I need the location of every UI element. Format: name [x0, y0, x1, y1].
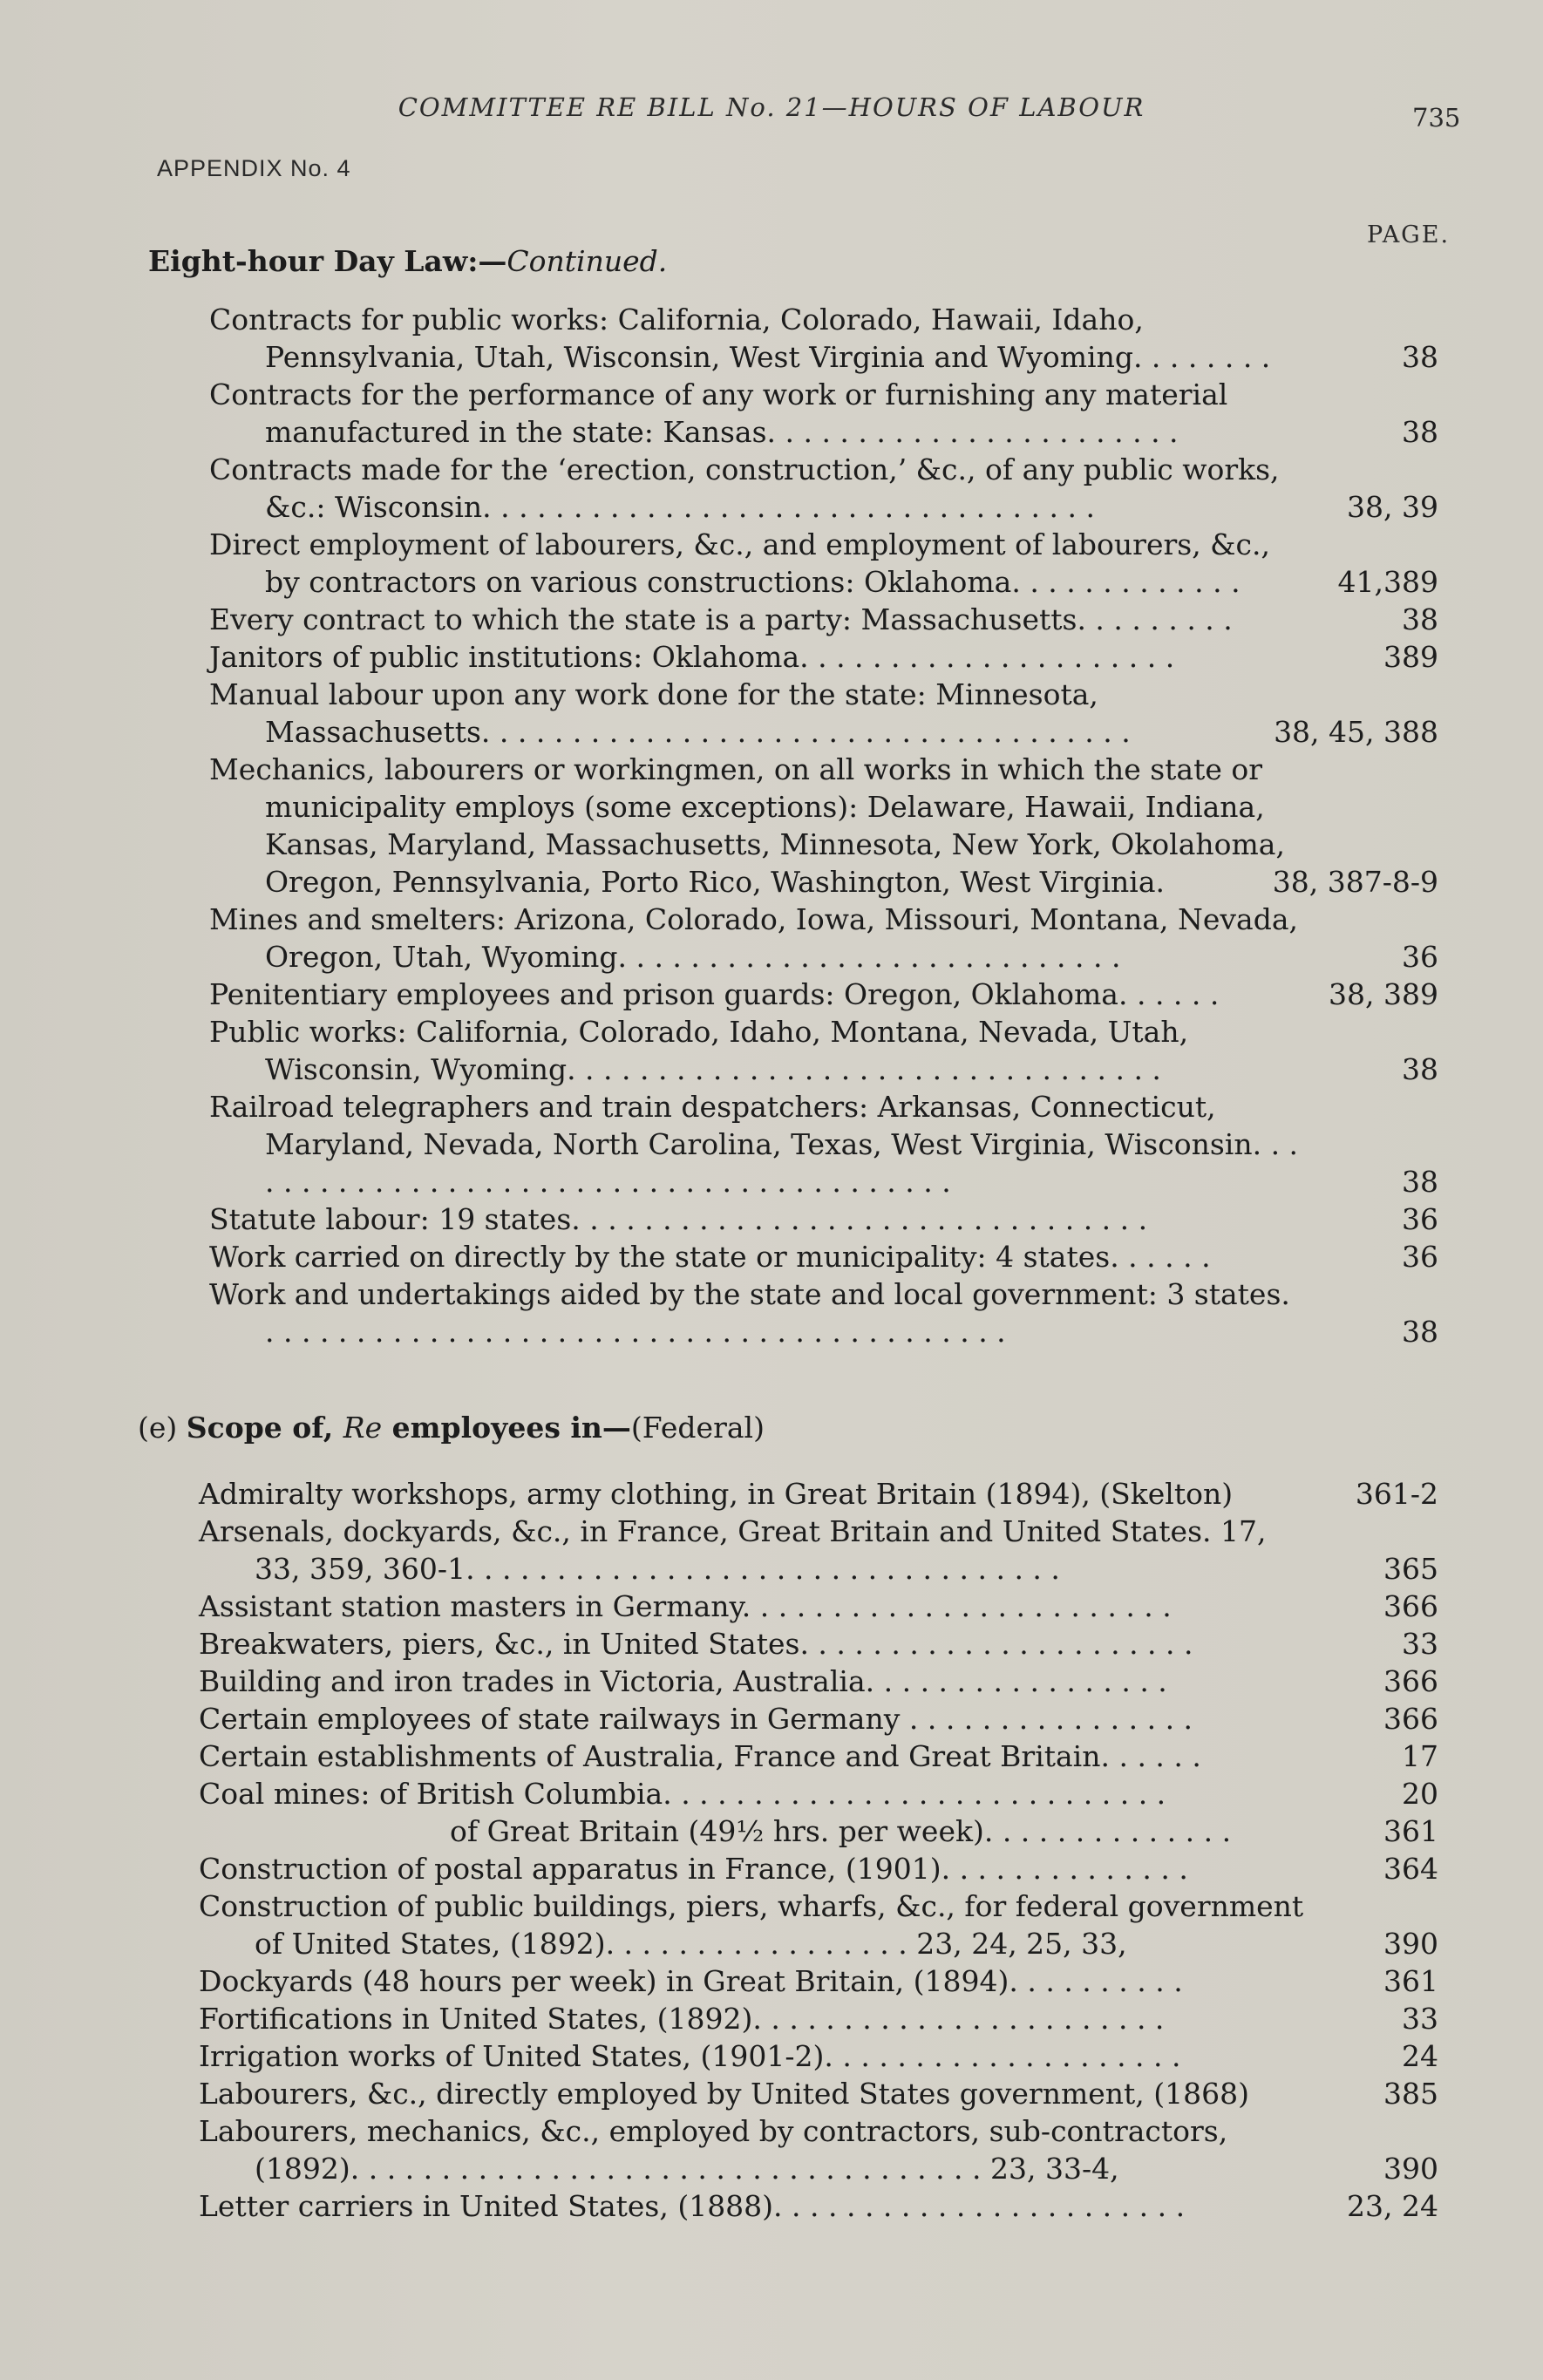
entry-text: Work and undertakings aided by the state and local government: 3 states. . . . . . . . . . . . . . . . . . . . . . . . . . . . . . . . . . . . . . . . . .	[209, 1277, 1290, 1349]
entry-page-ref: 38	[1402, 602, 1438, 636]
index-entry	[209, 451, 1438, 526]
entry-text: Arsenals, dockyards, &c., in France, Great Britain and United States. 17, 33, 359, 360-1. . . . . . . . . . . . . . . . . . . . . . . . . . . . . . . . .	[199, 1514, 1267, 1586]
index-entry	[209, 526, 1438, 601]
entry-page-ref: 361	[1383, 1814, 1438, 1848]
index-entry	[199, 2000, 1438, 2037]
entry-text: Contracts for the performance of any work or furnishing any material manufactured in the state: Kansas. . . . . . . . . . . . . . . . . . . . . . .	[209, 377, 1228, 449]
index-entry	[199, 1513, 1438, 1588]
index-entry	[209, 1200, 1438, 1238]
entry-page-ref: 24	[1402, 2039, 1438, 2073]
entry-text: Penitentiary employees and prison guards: Oregon, Oklahoma. . . . . .	[209, 977, 1220, 1011]
entry-page-ref: 390	[1383, 1927, 1438, 1961]
entry-text: Mechanics, labourers or workingmen, on all works in which the state or municipality employs (some exceptions): Delaware, Hawaii, Indiana, Kansas, Maryland, Massachusetts, Minnesota, New York, Okolahoma, Oregon, Pennsylvania, Porto Rico, Washington, West Virginia.	[209, 752, 1285, 899]
entry-text: Construction of public buildings, piers, wharfs, &c., for federal government of United States, (1892). . . . . . . . . . . . . . . . . 23, 24, 25, 33,	[199, 1889, 1304, 1961]
entry-page-ref: 33	[1402, 1627, 1438, 1661]
index-entry	[199, 1663, 1438, 1700]
index-entry	[199, 2075, 1438, 2112]
index-entry	[199, 2187, 1438, 2225]
entry-page-ref: 38, 39	[1347, 490, 1438, 524]
entry-text: Certain employees of state railways in Germany . . . . . . . . . . . . . . . .	[199, 1702, 1193, 1736]
entry-text: Dockyards (48 hours per week) in Great Britain, (1894). . . . . . . . . .	[199, 1964, 1183, 1998]
entry-text: of Great Britain (49½ hrs. per week). . . . . . . . . . . . . .	[450, 1814, 1232, 1848]
index-entry	[209, 1238, 1438, 1275]
entry-page-ref: 385	[1383, 2077, 1438, 2111]
appendix-label: APPENDIX No. 4	[157, 155, 351, 181]
index-entry	[199, 1475, 1438, 1513]
index-entry	[199, 1887, 1438, 1962]
entry-text: Manual labour upon any work done for the state: Minnesota, Massachusetts. . . . . . . . . . . . . . . . . . . . . . . . . . . . . . . . . . . .	[209, 677, 1131, 749]
index-entry	[199, 1775, 1438, 1812]
index-entry	[209, 1013, 1438, 1088]
entry-page-ref: 38	[1402, 415, 1438, 449]
index-entry	[199, 1700, 1438, 1737]
entry-page-ref: 361	[1383, 1964, 1438, 1998]
entry-text: Contracts made for the ‘erection, construction,’ &c., of any public works, &c.: Wisconsin. . . . . . . . . . . . . . . . . . . . . . . . . . . . . . . . . .	[209, 452, 1280, 524]
index-entry	[209, 676, 1438, 751]
entry-page-ref: 38	[1402, 1052, 1438, 1086]
entry-page-ref: 365	[1383, 1552, 1438, 1586]
entry-text: Mines and smelters: Arizona, Colorado, Iowa, Missouri, Montana, Nevada, Oregon, Utah, Wyoming. . . . . . . . . . . . . . . . . . . . . . . . . . . .	[209, 902, 1299, 974]
section-prefix: (e)	[138, 1411, 187, 1445]
entry-text: Every contract to which the state is a party: Massachusetts. . . . . . . . .	[209, 602, 1233, 636]
entry-text: Railroad telegraphers and train despatchers: Arkansas, Connecticut, Maryland, Nevada, North Carolina, Texas, West Virginia, Wisconsin. . . . . . . . . . . . . . . . . . . . . . . . . . . . . . . . . . . . . . . . .	[209, 1090, 1299, 1199]
page-column-label: PAGE.	[1367, 221, 1451, 248]
index-entry	[199, 2037, 1438, 2075]
entry-text: Building and iron trades in Victoria, Australia. . . . . . . . . . . . . . . . .	[199, 1664, 1167, 1698]
entry-text: Contracts for public works: California, Colorado, Hawaii, Idaho, Pennsylvania, Utah, Wisconsin, West Virginia and Wyoming. . . . . . . .	[209, 303, 1271, 374]
entry-text: Coal mines: of British Columbia. . . . . . . . . . . . . . . . . . . . . . . . . . . .	[199, 1777, 1166, 1811]
entry-page-ref: 38, 45, 388	[1274, 715, 1438, 749]
entry-page-ref: 36	[1402, 940, 1438, 974]
entry-text: Statute labour: 19 states. . . . . . . . . . . . . . . . . . . . . . . . . . . . . . . .	[209, 1202, 1148, 1236]
section-title-re: Re	[343, 1411, 383, 1445]
index-entry	[209, 601, 1438, 638]
entry-page-ref: 361-2	[1355, 1477, 1438, 1511]
section-heading-scope	[138, 1411, 765, 1445]
entry-page-ref: 36	[1402, 1202, 1438, 1236]
index-entry	[199, 1812, 1438, 1850]
entry-page-ref: 390	[1383, 2152, 1438, 2186]
index-entry	[209, 301, 1438, 376]
index-entry	[209, 1088, 1438, 1200]
entry-text: Work carried on directly by the state or municipality: 4 states. . . . . .	[209, 1240, 1211, 1274]
entry-page-ref: 38, 387-8-9	[1272, 865, 1438, 899]
entry-page-ref: 366	[1383, 1664, 1438, 1698]
entry-page-ref: 366	[1383, 1589, 1438, 1623]
entry-text: Construction of postal apparatus in France, (1901). . . . . . . . . . . . . .	[199, 1852, 1188, 1886]
entry-page-ref: 38, 389	[1329, 977, 1438, 1011]
index-entry	[209, 901, 1438, 976]
entry-text: Admiralty workshops, army clothing, in Great Britain (1894), (Skelton)	[199, 1477, 1234, 1511]
entry-text: Certain establishments of Australia, France and Great Britain. . . . . .	[199, 1739, 1201, 1773]
page-number: 735	[1412, 103, 1461, 133]
entry-page-ref: 364	[1383, 1852, 1438, 1886]
section-title: Eight-hour Day Law:—	[148, 244, 507, 278]
entry-page-ref: 23, 24	[1347, 2189, 1438, 2223]
section-heading-eight-hour	[148, 244, 667, 278]
entry-text: Public works: California, Colorado, Idaho, Montana, Nevada, Utah, Wisconsin, Wyoming. . . . . . . . . . . . . . . . . . . . . . . . . . . . . . . . .	[209, 1015, 1189, 1086]
entry-page-ref: 38	[1402, 1165, 1438, 1199]
entry-page-ref: 38	[1402, 340, 1438, 374]
entry-page-ref: 41,389	[1337, 565, 1438, 599]
index-entry	[209, 751, 1438, 901]
section-continued: Continued.	[506, 244, 668, 278]
running-head: COMMITTEE RE BILL No. 21—HOURS OF LABOUR	[398, 92, 1145, 122]
entry-page-ref: 33	[1402, 2002, 1438, 2036]
index-entry	[209, 976, 1438, 1013]
index-entry	[199, 1850, 1438, 1887]
entry-text: Labourers, &c., directly employed by United States government, (1868)	[199, 2077, 1249, 2111]
index-entry	[199, 1588, 1438, 1625]
entry-page-ref: 36	[1402, 1240, 1438, 1274]
index-entry	[199, 1737, 1438, 1775]
index-entry	[199, 2112, 1438, 2187]
index-entry	[209, 1275, 1438, 1350]
entry-page-ref: 38	[1402, 1315, 1438, 1349]
index-entry	[199, 1962, 1438, 2000]
entry-text: Assistant station masters in Germany. . . . . . . . . . . . . . . . . . . . . . . .	[199, 1589, 1172, 1623]
entry-page-ref: 366	[1383, 1702, 1438, 1736]
section-title-part2: employees in—	[382, 1411, 631, 1445]
entry-text: Fortifications in United States, (1892). . . . . . . . . . . . . . . . . . . . . . .	[199, 2002, 1165, 2036]
section-title-federal: (Federal)	[630, 1411, 765, 1445]
entry-text: Letter carriers in United States, (1888). . . . . . . . . . . . . . . . . . . . . . .	[199, 2189, 1186, 2223]
entry-text: Breakwaters, piers, &c., in United States. . . . . . . . . . . . . . . . . . . . . .	[199, 1627, 1193, 1661]
entry-page-ref: 20	[1402, 1777, 1438, 1811]
index-entries-eight-hour	[209, 301, 1438, 1350]
index-entries-scope	[199, 1475, 1438, 2225]
section-title-part1: Scope of,	[186, 1411, 343, 1445]
entry-text: Janitors of public institutions: Oklahoma. . . . . . . . . . . . . . . . . . . . .	[209, 640, 1175, 674]
index-entry	[199, 1625, 1438, 1663]
index-entry	[209, 638, 1438, 676]
entry-text: Direct employment of labourers, &c., and employment of labourers, &c., by contractors on various constructions: Oklahoma. . . . . . . . . . . . .	[209, 527, 1271, 599]
entry-text: Labourers, mechanics, &c., employed by contractors, sub-contractors, (1892). . . . . . . . . . . . . . . . . . . . . . . . . . . . . . . . . . . 23, 33-4,	[199, 2114, 1228, 2186]
entry-page-ref: 389	[1383, 640, 1438, 674]
index-entry	[209, 376, 1438, 451]
entry-page-ref: 17	[1402, 1739, 1438, 1773]
entry-text: Irrigation works of United States, (1901-2). . . . . . . . . . . . . . . . . . . .	[199, 2039, 1181, 2073]
